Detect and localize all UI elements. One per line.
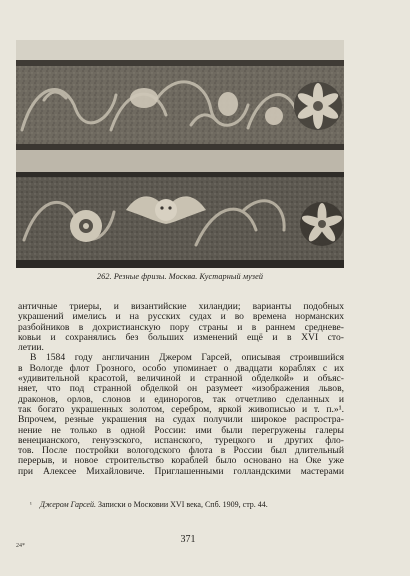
carved-frieze-image — [16, 40, 344, 268]
footnote-author: Джером Гарсей. — [39, 500, 96, 509]
body-line: драконов, орлов, слонов и единорогов, так отчетливо сделанных и — [18, 393, 344, 405]
figure-caption-text: Резные фризы. Москва. Кустарный музей — [113, 272, 264, 281]
signature-mark: 24* — [16, 543, 25, 549]
body-line: венецианского, генуэзского, испанского, турецкого и других фло- — [18, 434, 344, 446]
footnote-mark: ¹ — [30, 502, 32, 508]
body-line: украшений имелись и на русских судах и во времена норманских — [18, 311, 344, 323]
body-line: античные триеры, и византийские хиландии; варианты подобных — [18, 301, 344, 312]
body-line: летии. — [18, 342, 44, 354]
body-line: нение не только в одной России: ими были перегружены галеры — [18, 424, 344, 436]
figure-caption — [16, 272, 344, 281]
body-line: ковьи и сохранялись без больших изменений ещё и в XVI сто- — [18, 331, 344, 343]
body-line: «удивительной красотой, величиной и странной обделкой» и объяс- — [18, 373, 344, 385]
body-line: няет, что под странной обделкой он разумеет «изображения львов, — [18, 383, 344, 395]
body-line: при Алексее Михайловиче. Приглашенными голландскими мастерами — [18, 465, 344, 477]
body-line: в Вологде флот Грозного, особо упоминает о двадцати кораблях с их — [18, 362, 344, 374]
body-text — [18, 302, 344, 477]
footnote — [30, 500, 340, 510]
body-line: Впрочем, резные украшения на судах получили широкое распростра- — [18, 414, 344, 426]
body-line: разбойников в дохристианскую пору страны и в раннем средневе- — [18, 321, 344, 333]
body-line: перерыв, и новое строительство кораблей было основано на Оке уже — [18, 455, 344, 467]
page-number: 371 — [180, 534, 196, 545]
body-line: тов. После постройки вологодского флота в России был длительный — [18, 445, 344, 457]
body-line: В 1584 году англичанин Джером Гарсей, описывая строившийся — [30, 352, 344, 364]
body-line: так богато украшенных золотом, серебром, яркой живописью и т. п.»¹. — [18, 403, 344, 415]
footnote-text: Записки о Московии XVI века, Спб. 1909, стр. 44. — [97, 500, 268, 509]
figure-number: 262. — [96, 272, 112, 281]
carved-friezes-photo — [16, 40, 344, 268]
